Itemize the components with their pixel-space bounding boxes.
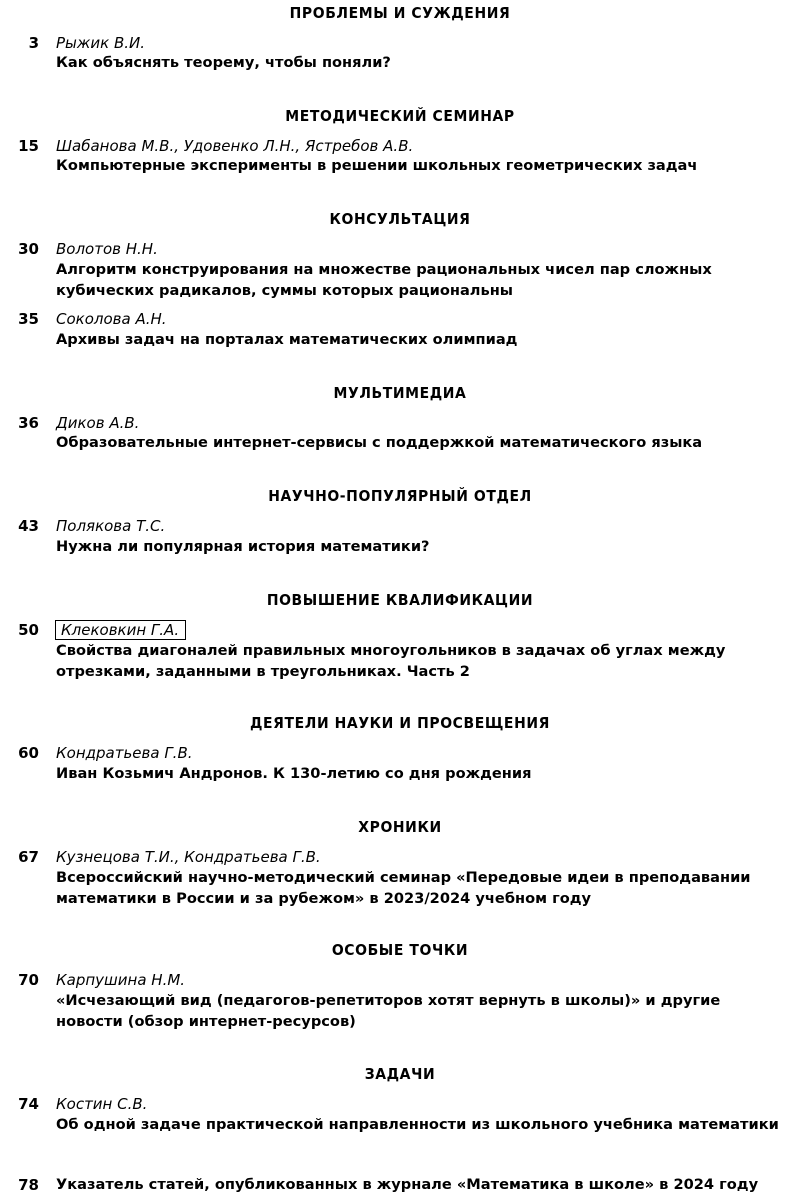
page-number: 74: [18, 1095, 39, 1113]
page-number: 3: [28, 34, 39, 52]
page-number: 35: [18, 310, 39, 328]
article-title-link[interactable]: Об одной задаче практической направленности из школьного учебника математики: [56, 1116, 779, 1133]
article-author: Волотов Н.Н.: [56, 240, 158, 258]
article-author: Карпушина Н.М.: [56, 971, 186, 989]
section-heading: МУЛЬТИМЕДИА: [333, 384, 467, 402]
article-author: Диков А.В.: [56, 414, 140, 432]
section-heading: ПРОБЛЕМЫ И СУЖДЕНИЯ: [289, 4, 511, 22]
article-author: Шабанова М.В., Удовенко Л.Н., Ястребов А.В.: [56, 137, 414, 155]
article-title-link[interactable]: Компьютерные эксперименты в решении школьных геометрических задач: [56, 157, 698, 174]
page-number: 50: [18, 621, 39, 639]
article-title-link[interactable]: Указатель статей, опубликованных в журнале «Математика в школе» в 2024 году: [56, 1176, 759, 1193]
article-title-link[interactable]: «Исчезающий вид (педагогов-репетиторов хотят вернуть в школы)» и другие новости (обзор интернет-ресурсов): [56, 992, 721, 1030]
article-author: Кузнецова Т.И., Кондратьева Г.В.: [56, 848, 321, 866]
section-heading: ПОВЫШЕНИЕ КВАЛИФИКАЦИИ: [266, 591, 534, 609]
section-heading: ОСОБЫЕ ТОЧКИ: [331, 941, 469, 959]
article-title-link[interactable]: Архивы задач на порталах математических олимпиад: [56, 331, 518, 348]
section-heading: ДЕЯТЕЛИ НАУКИ И ПРОСВЕЩЕНИЯ: [250, 714, 550, 732]
article-author: Костин С.В.: [56, 1095, 148, 1113]
article-title-link[interactable]: Алгоритм конструирования на множестве рациональных чисел пар сложных кубических радикалов, суммы которых рациональны: [56, 261, 712, 299]
article-author: Клековкин Г.А.: [55, 620, 186, 640]
page-number: 43: [18, 517, 39, 535]
article-title-link[interactable]: Образовательные интернет-сервисы с поддержкой математического языка: [56, 434, 703, 451]
section-heading: КОНСУЛЬТАЦИЯ: [329, 210, 471, 228]
section-heading: ХРОНИКИ: [358, 818, 442, 836]
page-number: 67: [18, 848, 39, 866]
article-author: Кондратьева Г.В.: [56, 744, 193, 762]
section-heading: НАУЧНО-ПОПУЛЯРНЫЙ ОТДЕЛ: [268, 487, 532, 505]
article-title-link[interactable]: Свойства диагоналей правильных многоугольников в задачах об углах между отрезками, заданными в треугольниках. Часть 2: [56, 642, 726, 680]
page-number: 70: [18, 971, 39, 989]
article-title-link[interactable]: Иван Козьмич Андронов. К 130-летию со дня рождения: [56, 765, 532, 782]
article-author: Полякова Т.С.: [56, 517, 166, 535]
article-author: Соколова А.Н.: [56, 310, 167, 328]
page-number: 30: [18, 240, 39, 258]
page-number: 60: [18, 744, 39, 762]
article-author: Рыжик В.И.: [56, 34, 146, 52]
article-title-link[interactable]: Как объяснять теорему, чтобы поняли?: [56, 54, 391, 71]
section-heading: ЗАДАЧИ: [364, 1065, 436, 1083]
page-number: 15: [18, 137, 39, 155]
section-heading: МЕТОДИЧЕСКИЙ СЕМИНАР: [285, 107, 515, 125]
article-title-link[interactable]: Всероссийский научно-методический семинар «Передовые идеи в преподавании математики в России и за рубежом» в 2023/2024 учебном году: [56, 869, 751, 907]
page-number: 36: [18, 414, 39, 432]
article-title-link[interactable]: Нужна ли популярная история математики?: [56, 538, 430, 555]
page-number: 78: [18, 1176, 39, 1194]
